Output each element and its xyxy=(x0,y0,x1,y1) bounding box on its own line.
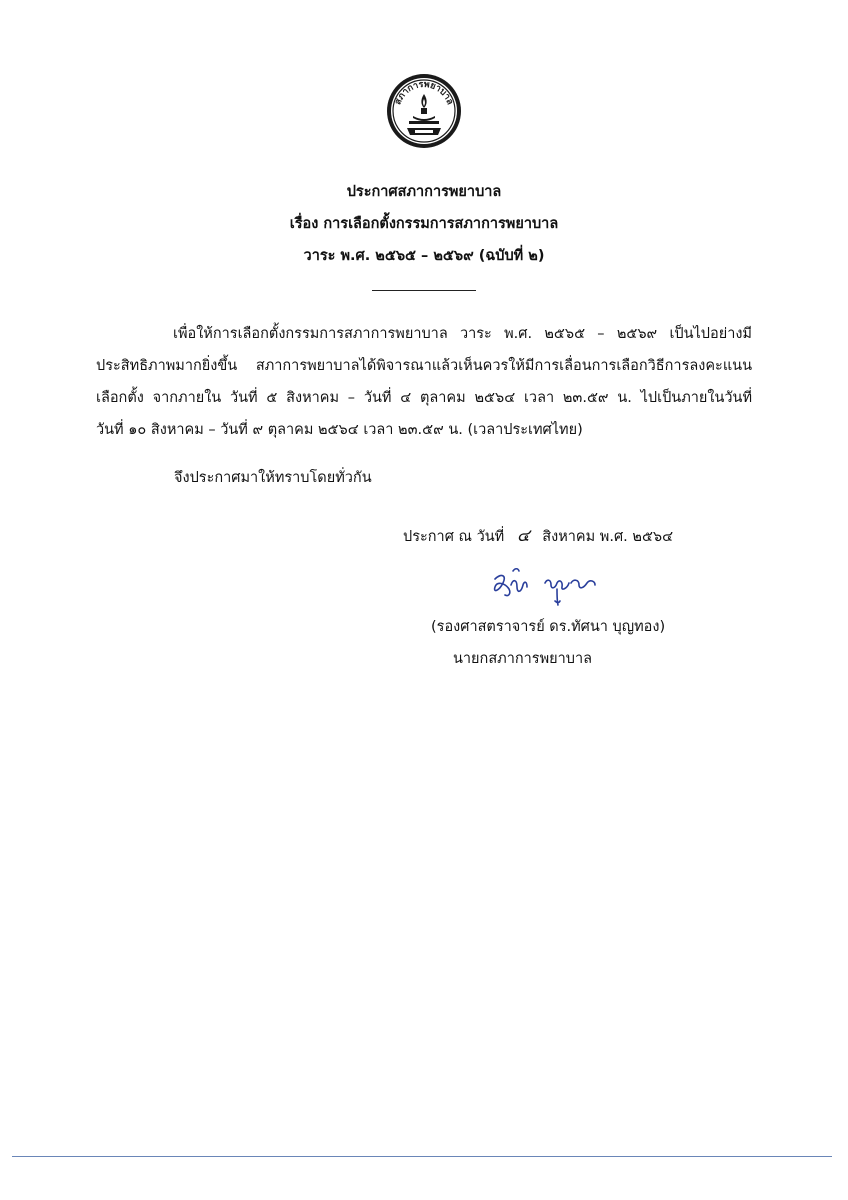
signer-position: นายกสภาการพยาบาล xyxy=(453,651,593,667)
nursing-council-seal-logo xyxy=(385,72,463,150)
svg-text:สภาการพยาบาล: สภาการพยาบาล xyxy=(393,79,455,107)
body-line: วันที่ ๑๐ สิงหาคม – วันที่ ๙ ตุลาคม ๒๕๖๔ เวลา ๒๓.๕๙ น. (เวลาประเทศไทย) xyxy=(96,422,583,438)
announcement-term: วาระ พ.ศ. ๒๕๖๕ – ๒๕๖๙ (ฉบับที่ ๒) xyxy=(303,248,545,264)
announcement-subject: เรื่อง การเลือกตั้งกรรมการสภาการพยาบาล xyxy=(289,216,559,232)
date-day-handwritten: ๔ xyxy=(516,526,530,546)
footer-divider xyxy=(12,1156,832,1157)
closing-statement: จึงประกาศมาให้ทราบโดยทั่วกัน xyxy=(174,470,372,486)
date-prefix: ประกาศ ณ วันที่ xyxy=(403,529,505,545)
announcement-date xyxy=(403,520,673,553)
handwritten-signature xyxy=(487,565,617,610)
date-rest: สิงหาคม พ.ศ. ๒๕๖๔ xyxy=(542,529,674,545)
announcement-header xyxy=(0,176,848,291)
signer-name: (รองศาสตราจารย์ ดร.ทัศนา บุญทอง) xyxy=(431,619,666,635)
body-line: ประสิทธิภาพมากยิ่งขึ้น สภาการพยาบาลได้พิจารณาแล้วเห็นควรให้มีการเลื่อนการเลือกวิธีการลงคะแนน xyxy=(96,358,752,374)
body-line: เลือกตั้ง จากภายใน วันที่ ๕ สิงหาคม – วันที่ ๔ ตุลาคม ๒๕๖๔ เวลา ๒๓.๕๙ น. ไปเป็นภายในวันที่ xyxy=(96,390,752,406)
announcement-title: ประกาศสภาการพยาบาล xyxy=(346,184,502,200)
announcement-body xyxy=(96,318,752,446)
header-divider xyxy=(372,290,476,291)
body-line: เพื่อให้การเลือกตั้งกรรมการสภาการพยาบาล วาระ พ.ศ. ๒๕๖๕ – ๒๕๖๙ เป็นไปอย่างมี xyxy=(173,326,752,342)
